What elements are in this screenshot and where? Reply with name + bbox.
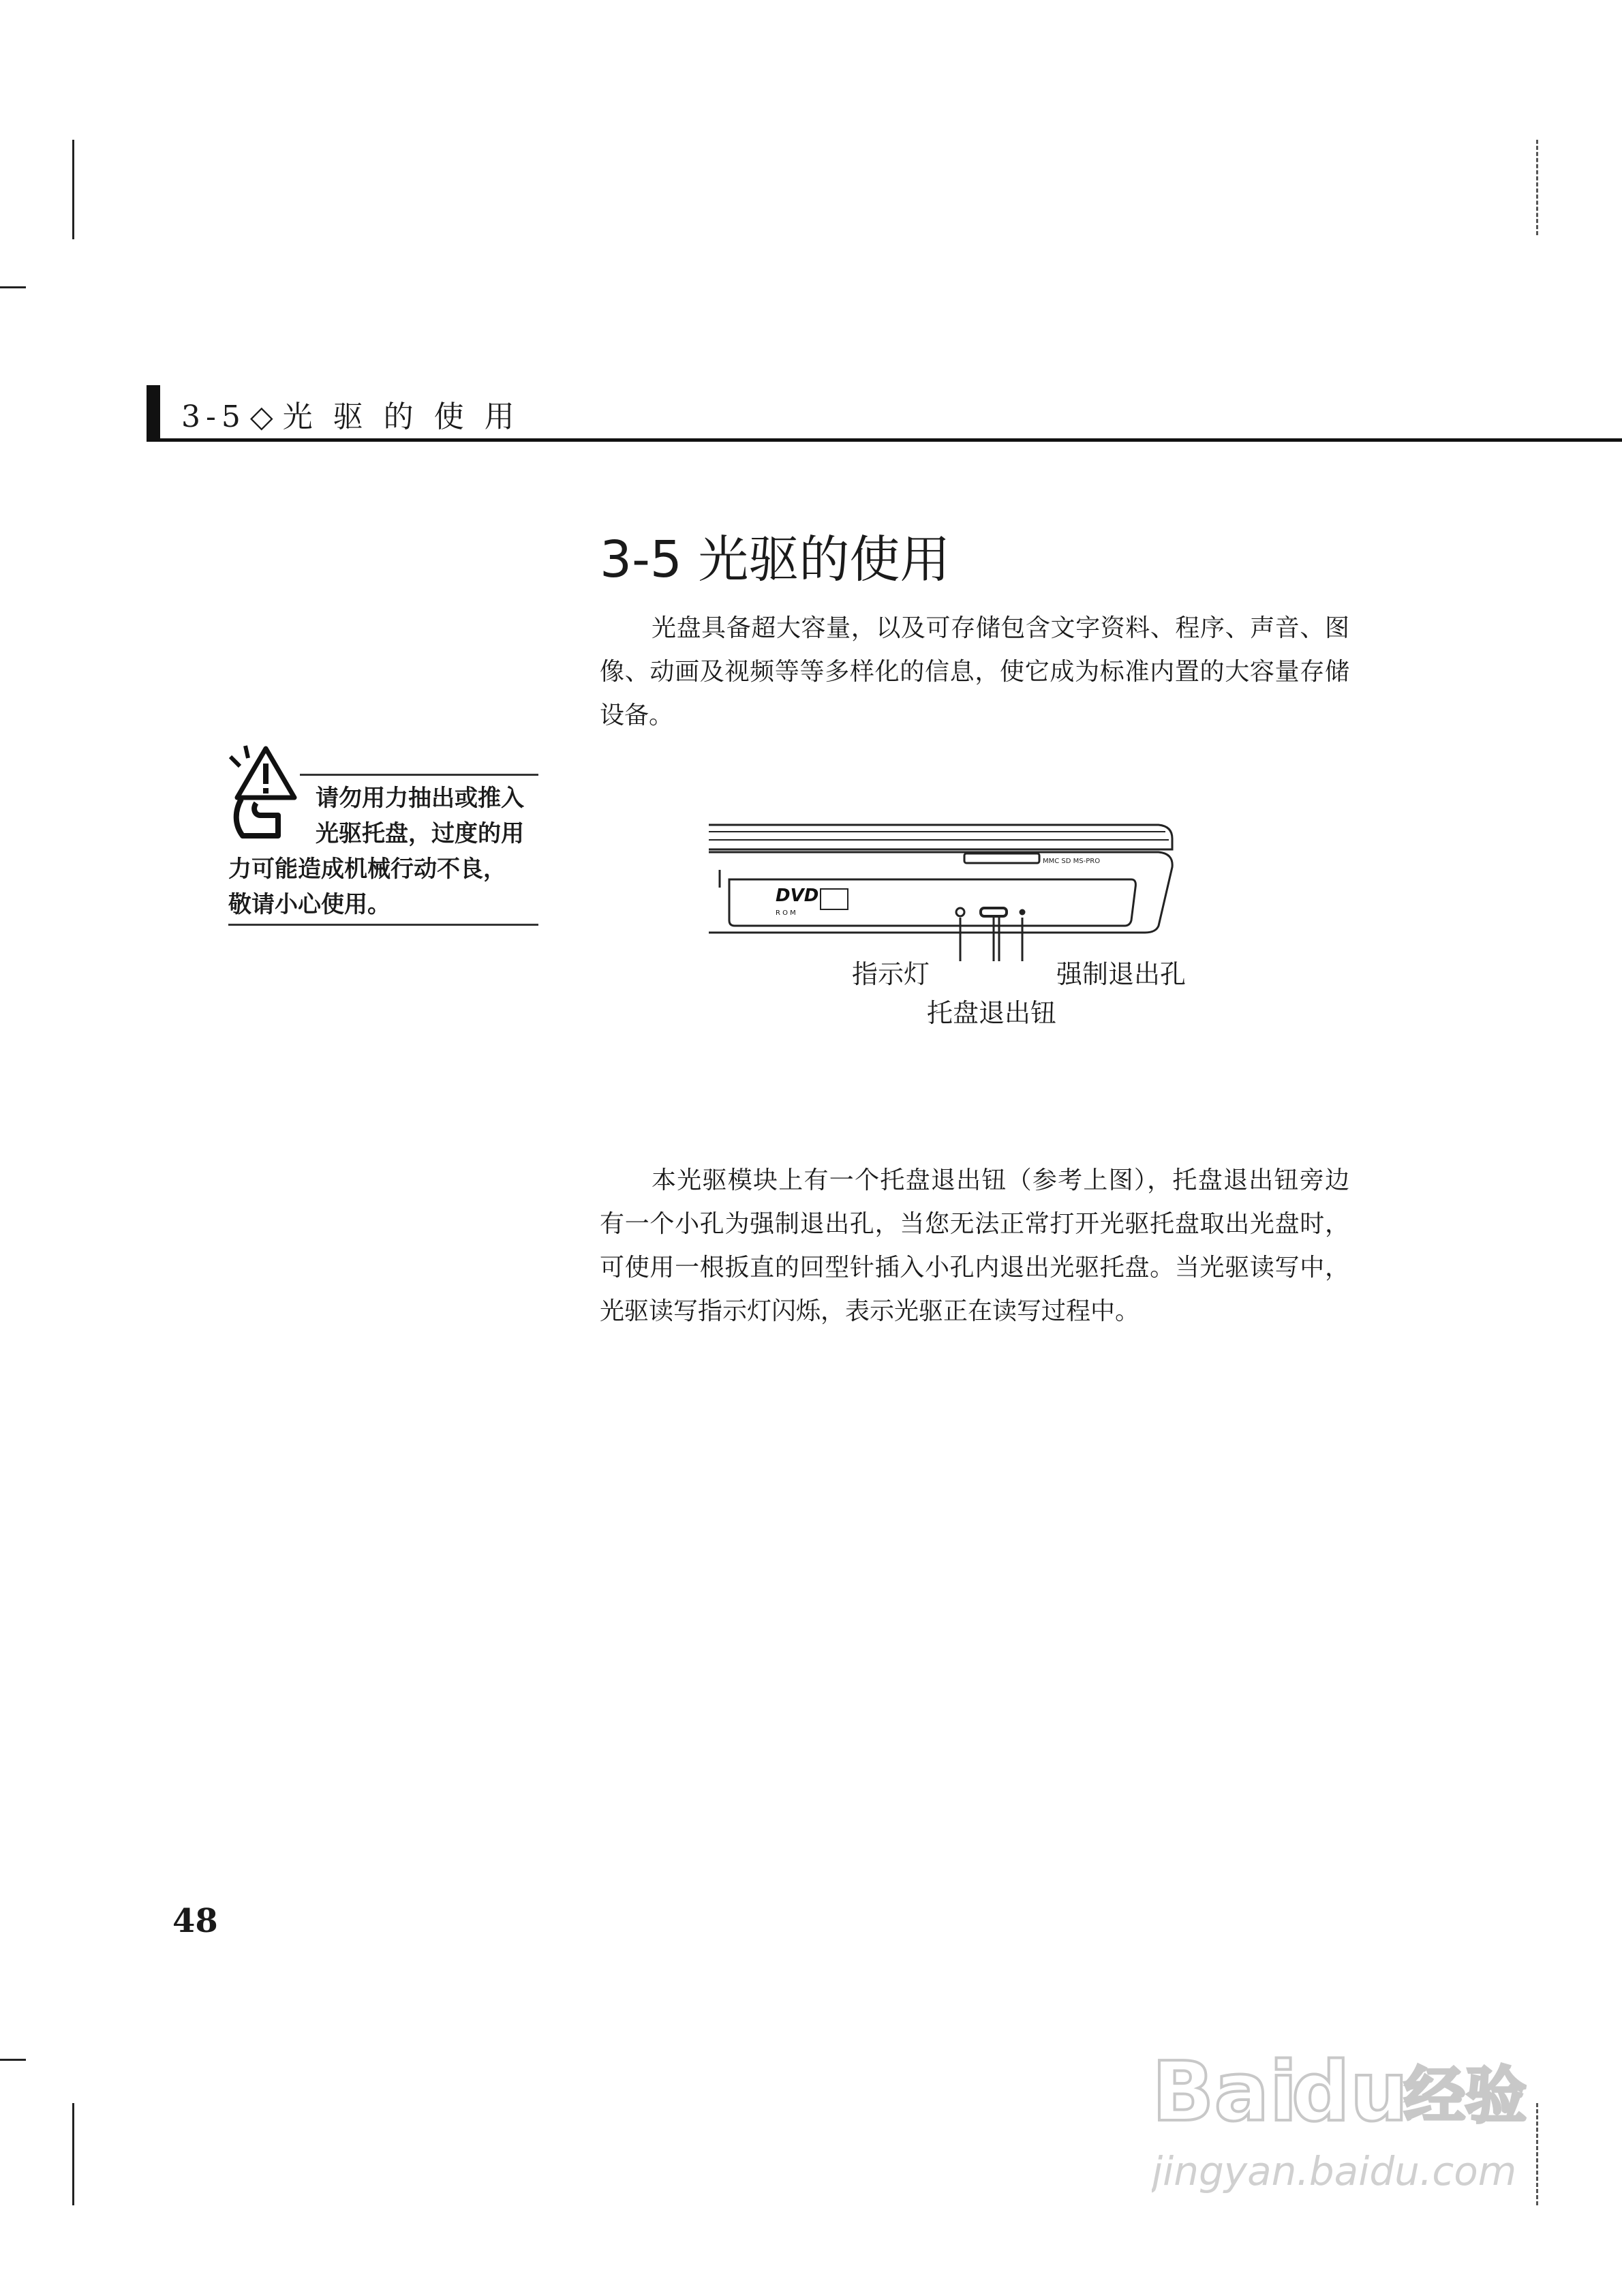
- crop-mark-bottom-left-v: [72, 2103, 74, 2205]
- watermark-brand-tail: du: [1291, 2045, 1409, 2140]
- crop-mark-bottom-left-h: [0, 2059, 26, 2061]
- running-header: [181, 392, 520, 436]
- note-line-1: 请勿用力抽出或推入: [316, 785, 524, 812]
- header-rule: [147, 438, 1622, 442]
- svg-text:R O M: R O M: [776, 909, 796, 917]
- header-bar: [147, 385, 160, 440]
- intro-paragraph: 光盘具备超大容量，以及可存储包含文字资料、程序、声音、图像、动画及视频等等多样化的信息，使它成为标准内置的大容量存储设备。: [600, 614, 1349, 729]
- label-tray-eject-button: 托盘退出钮: [927, 998, 1057, 1028]
- note-top-rule: [300, 774, 538, 776]
- optical-drive-illustration: [695, 811, 1186, 961]
- note-line-3: 力可能造成机械行动不良，: [228, 856, 506, 883]
- svg-text:DVD: DVD: [776, 886, 819, 906]
- baidu-watermark: [1152, 2038, 1533, 2202]
- watermark-brand: Bai: [1152, 2045, 1298, 2140]
- crop-mark-bottom-right: [1536, 2103, 1538, 2205]
- header-title: 光 驱 的 使 用: [282, 399, 520, 434]
- svg-text:MMC SD MS-PRO: MMC SD MS-PRO: [1043, 858, 1101, 865]
- crop-mark-top-left-h: [0, 286, 26, 288]
- note-line-4: 敬请小心使用。: [228, 891, 391, 918]
- section-heading: 3-5 光驱的使用: [600, 530, 951, 589]
- label-force-eject-hole: 强制退出孔: [1056, 959, 1187, 989]
- crop-mark-top-right: [1536, 140, 1538, 235]
- label-indicator: 指示灯: [852, 959, 930, 989]
- note-bottom-rule: [228, 924, 538, 926]
- watermark-product: 经验: [1404, 2060, 1527, 2132]
- page-number: 48: [172, 1902, 218, 1940]
- crop-mark-top-left-v: [72, 140, 74, 239]
- header-section: 3-5: [181, 399, 246, 434]
- body-paragraph: 本光驱模块上有一个托盘退出钮（参考上图），托盘退出钮旁边有一个小孔为强制退出孔，当您无法正常打开光驱托盘取出光盘时，可使用一根扳直的回型针插入小孔内退出光驱托盘。当光驱读写中，光驱读写指示灯闪烁，表示光驱正在读写过程中。: [600, 1166, 1349, 1325]
- header-diamond: ◇: [249, 399, 279, 434]
- watermark-url: jingyan.baidu.com: [1152, 2148, 1517, 2194]
- note-line-2: 光驱托盘，过度的用: [316, 820, 524, 847]
- sidebar-note: [228, 781, 542, 922]
